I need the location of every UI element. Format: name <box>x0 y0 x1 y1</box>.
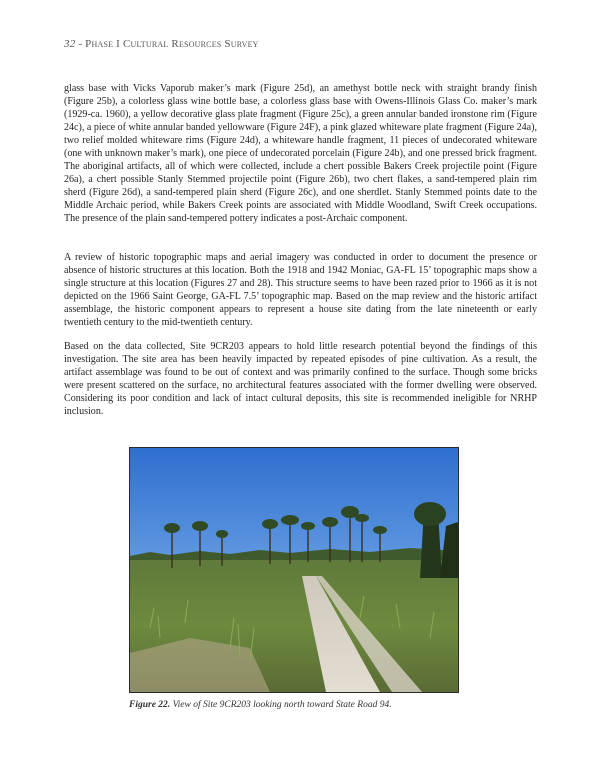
paragraph-recommendation: Based on the data collected, Site 9CR203 appears to hold little research potential beyond the findings of this investigation. The site area has been heavily impacted by repeated episodes of pine cultivation. As a result, the artifact assemblage was found to be out of context and was primarily confined to the surface. Though some bricks were present scattered on the surface, no architectural features associated with the former dwelling were observed. Considering its poor condition and lack of intact cultural deposits, this site is recommended ineligible for NRHP inclusion. <box>64 341 537 417</box>
header-title: Phase I Cultural Resources Survey <box>85 38 259 50</box>
running-header <box>64 38 259 50</box>
figure-caption <box>129 700 529 710</box>
photo-landscape-illustration <box>130 448 458 692</box>
figure-caption-text: View of Site 9CR203 looking north toward State Road 94. <box>172 700 392 710</box>
paragraph-artifacts: glass base with Vicks Vaporub maker’s mark (Figure 25d), an amethyst bottle neck with straight brandy finish (Figure 25b), a colorless glass wine bottle base, a colorless glass base with Owens-Illinois Glass Co. maker’s mark (1929-ca. 1960), a yellow decorative glass plate fragment (Figure 25c), a green annular banded ironstone rim (Figure 24c), a piece of white annular banded yellowware (Figure 24F), a pink glazed whiteware plate fragment (Figure 24a), two relief molded whiteware rims (Figure 24d), a whiteware handle fragment, 11 pieces of undecorated whiteware (one with unknown maker’s mark), one piece of undecorated porcelain (Figure 24b), and one pressed brick fragment. The aboriginal artifacts, all of which were collected, include a chert possible Bakers Creek projectile point (Figure 26a), a chert possible Stanly Stemmed projectile point (Figure 26b), two chert flakes, a sand-tempered plain rim sherd (Figure 26d), a sand-tempered plain sherd (Figure 26c), and one sherdlet. Stanly Stemmed points date to the Middle Archaic period, while Bakers Creek points are associated with Middle Woodland, Swift Creek occupations. The presence of the plain sand-tempered pottery indicates a post-Archaic component. <box>64 83 537 224</box>
figure-label: Figure 22. <box>129 700 171 710</box>
site-photograph <box>129 447 459 693</box>
paragraph-map-review: A review of historic topographic maps and aerial imagery was conducted in order to document the presence or absence of historic structures at this location. Both the 1918 and 1942 Moniac, GA-FL 15’ topographic maps show a single structure at this location (Figures 27 and 28). This structure seems to have been razed prior to 1966 as it is not depicted on the 1966 Saint George, GA-FL 7.5’ topographic map. Based on the map review and the historic artifact assemblage, the historic component appears to represent a house site dating from the late nineteenth or early twentieth century to the mid-twentieth century. <box>64 252 537 328</box>
page-number: 32 - <box>64 38 83 50</box>
